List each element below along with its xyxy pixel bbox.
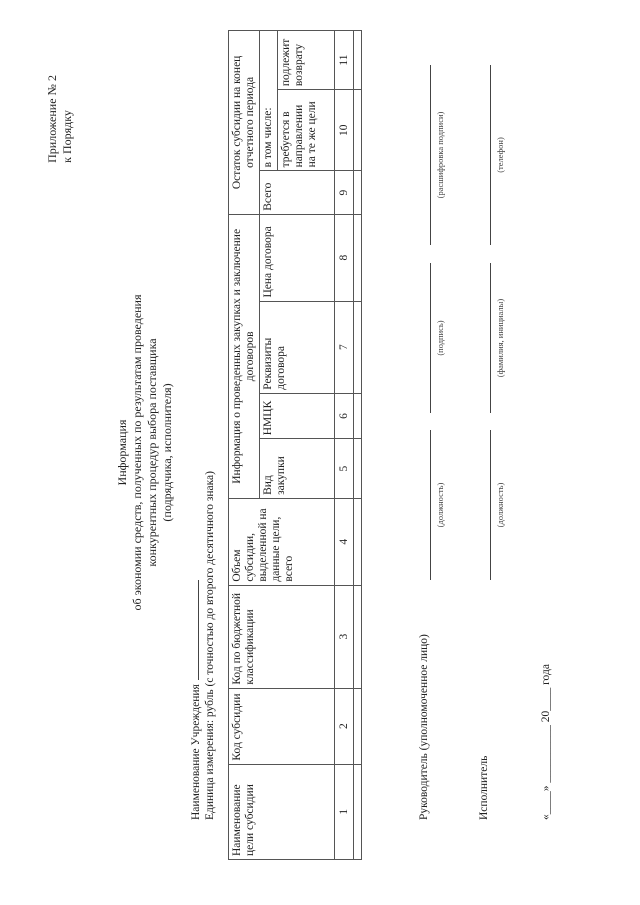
header-subsidy-volume: Объем субсидии, выделенной на данные цели, всего <box>229 498 335 585</box>
header-same-purpose: требуется в направлении на те же цели <box>278 90 335 171</box>
col-number: 9 <box>335 171 354 214</box>
report-table <box>228 30 362 860</box>
header-including: в том числе: <box>260 31 278 171</box>
header-return: подлежит возврату <box>278 31 335 90</box>
appendix-note <box>45 75 75 163</box>
col-number: 1 <box>335 764 354 859</box>
executor-phone-caption: (телефон) <box>495 137 505 173</box>
head-position-line <box>430 430 431 580</box>
executor-position-caption: (должность) <box>495 482 505 528</box>
title-line-1: Информация <box>115 419 129 486</box>
title-line-3: конкурентных процедур выбора поставщика <box>145 338 159 567</box>
col-number: 8 <box>335 214 354 301</box>
institution-blank <box>188 580 199 680</box>
head-position-caption: (должность) <box>435 482 445 528</box>
executor-fio-line <box>490 263 491 413</box>
col-number: 10 <box>335 90 354 171</box>
document-title <box>115 0 175 905</box>
executor-position-line <box>490 430 491 580</box>
institution-label: Наименование Учреждения <box>190 684 202 820</box>
col-number: 11 <box>335 31 354 90</box>
head-decoding-caption: (расшифровка подписи) <box>435 111 445 199</box>
head-signature-line <box>430 263 431 413</box>
appendix-line-2: к Порядку <box>60 110 74 163</box>
head-decoding-line <box>430 65 431 245</box>
appendix-line-1: Приложение № 2 <box>45 75 59 163</box>
col-number: 7 <box>335 301 354 393</box>
header-purchases-group: Информация о проведенных закупках и заключение договоров <box>229 214 260 498</box>
col-number: 6 <box>335 393 354 439</box>
date-line: «____» __________ 20____ года <box>540 664 552 820</box>
col-number: 4 <box>335 498 354 585</box>
header-remainder-group: Остаток субсидии на конец отчетного периода <box>229 31 260 215</box>
header-contract-price: Цена договора <box>260 214 335 301</box>
header-subsidy-code: Код субсидии <box>229 688 335 764</box>
head-label: Руководитель (уполномоченное лицо) <box>418 634 430 820</box>
title-line-4: (подрядчика, исполнителя) <box>160 383 174 522</box>
executor-phone-line <box>490 65 491 245</box>
header-contract-details: Реквизиты договора <box>260 301 335 393</box>
head-signature-caption: (подпись) <box>435 320 445 356</box>
title-line-2: об экономии средств, полученных по результатам проведения <box>130 294 144 611</box>
header-purchase-type: Вид закупки <box>260 439 335 499</box>
col-number: 5 <box>335 439 354 499</box>
empty-row <box>354 31 362 860</box>
col-number: 3 <box>335 585 354 688</box>
col-number: 2 <box>335 688 354 764</box>
header-total: Всего <box>260 171 335 214</box>
executor-label: Исполнитель <box>478 755 490 820</box>
unit-label: Единица измерения: рубль (с точностью до второго десятичного знака) <box>204 471 216 820</box>
header-budget-code: Код по бюджетной классификации <box>229 585 335 688</box>
header-nmck: НМЦК <box>260 393 335 439</box>
header-purpose: Наименование цели субсидии <box>229 764 335 859</box>
executor-fio-caption: (фамилия, инициалы) <box>495 298 505 378</box>
meta-block <box>188 471 217 820</box>
